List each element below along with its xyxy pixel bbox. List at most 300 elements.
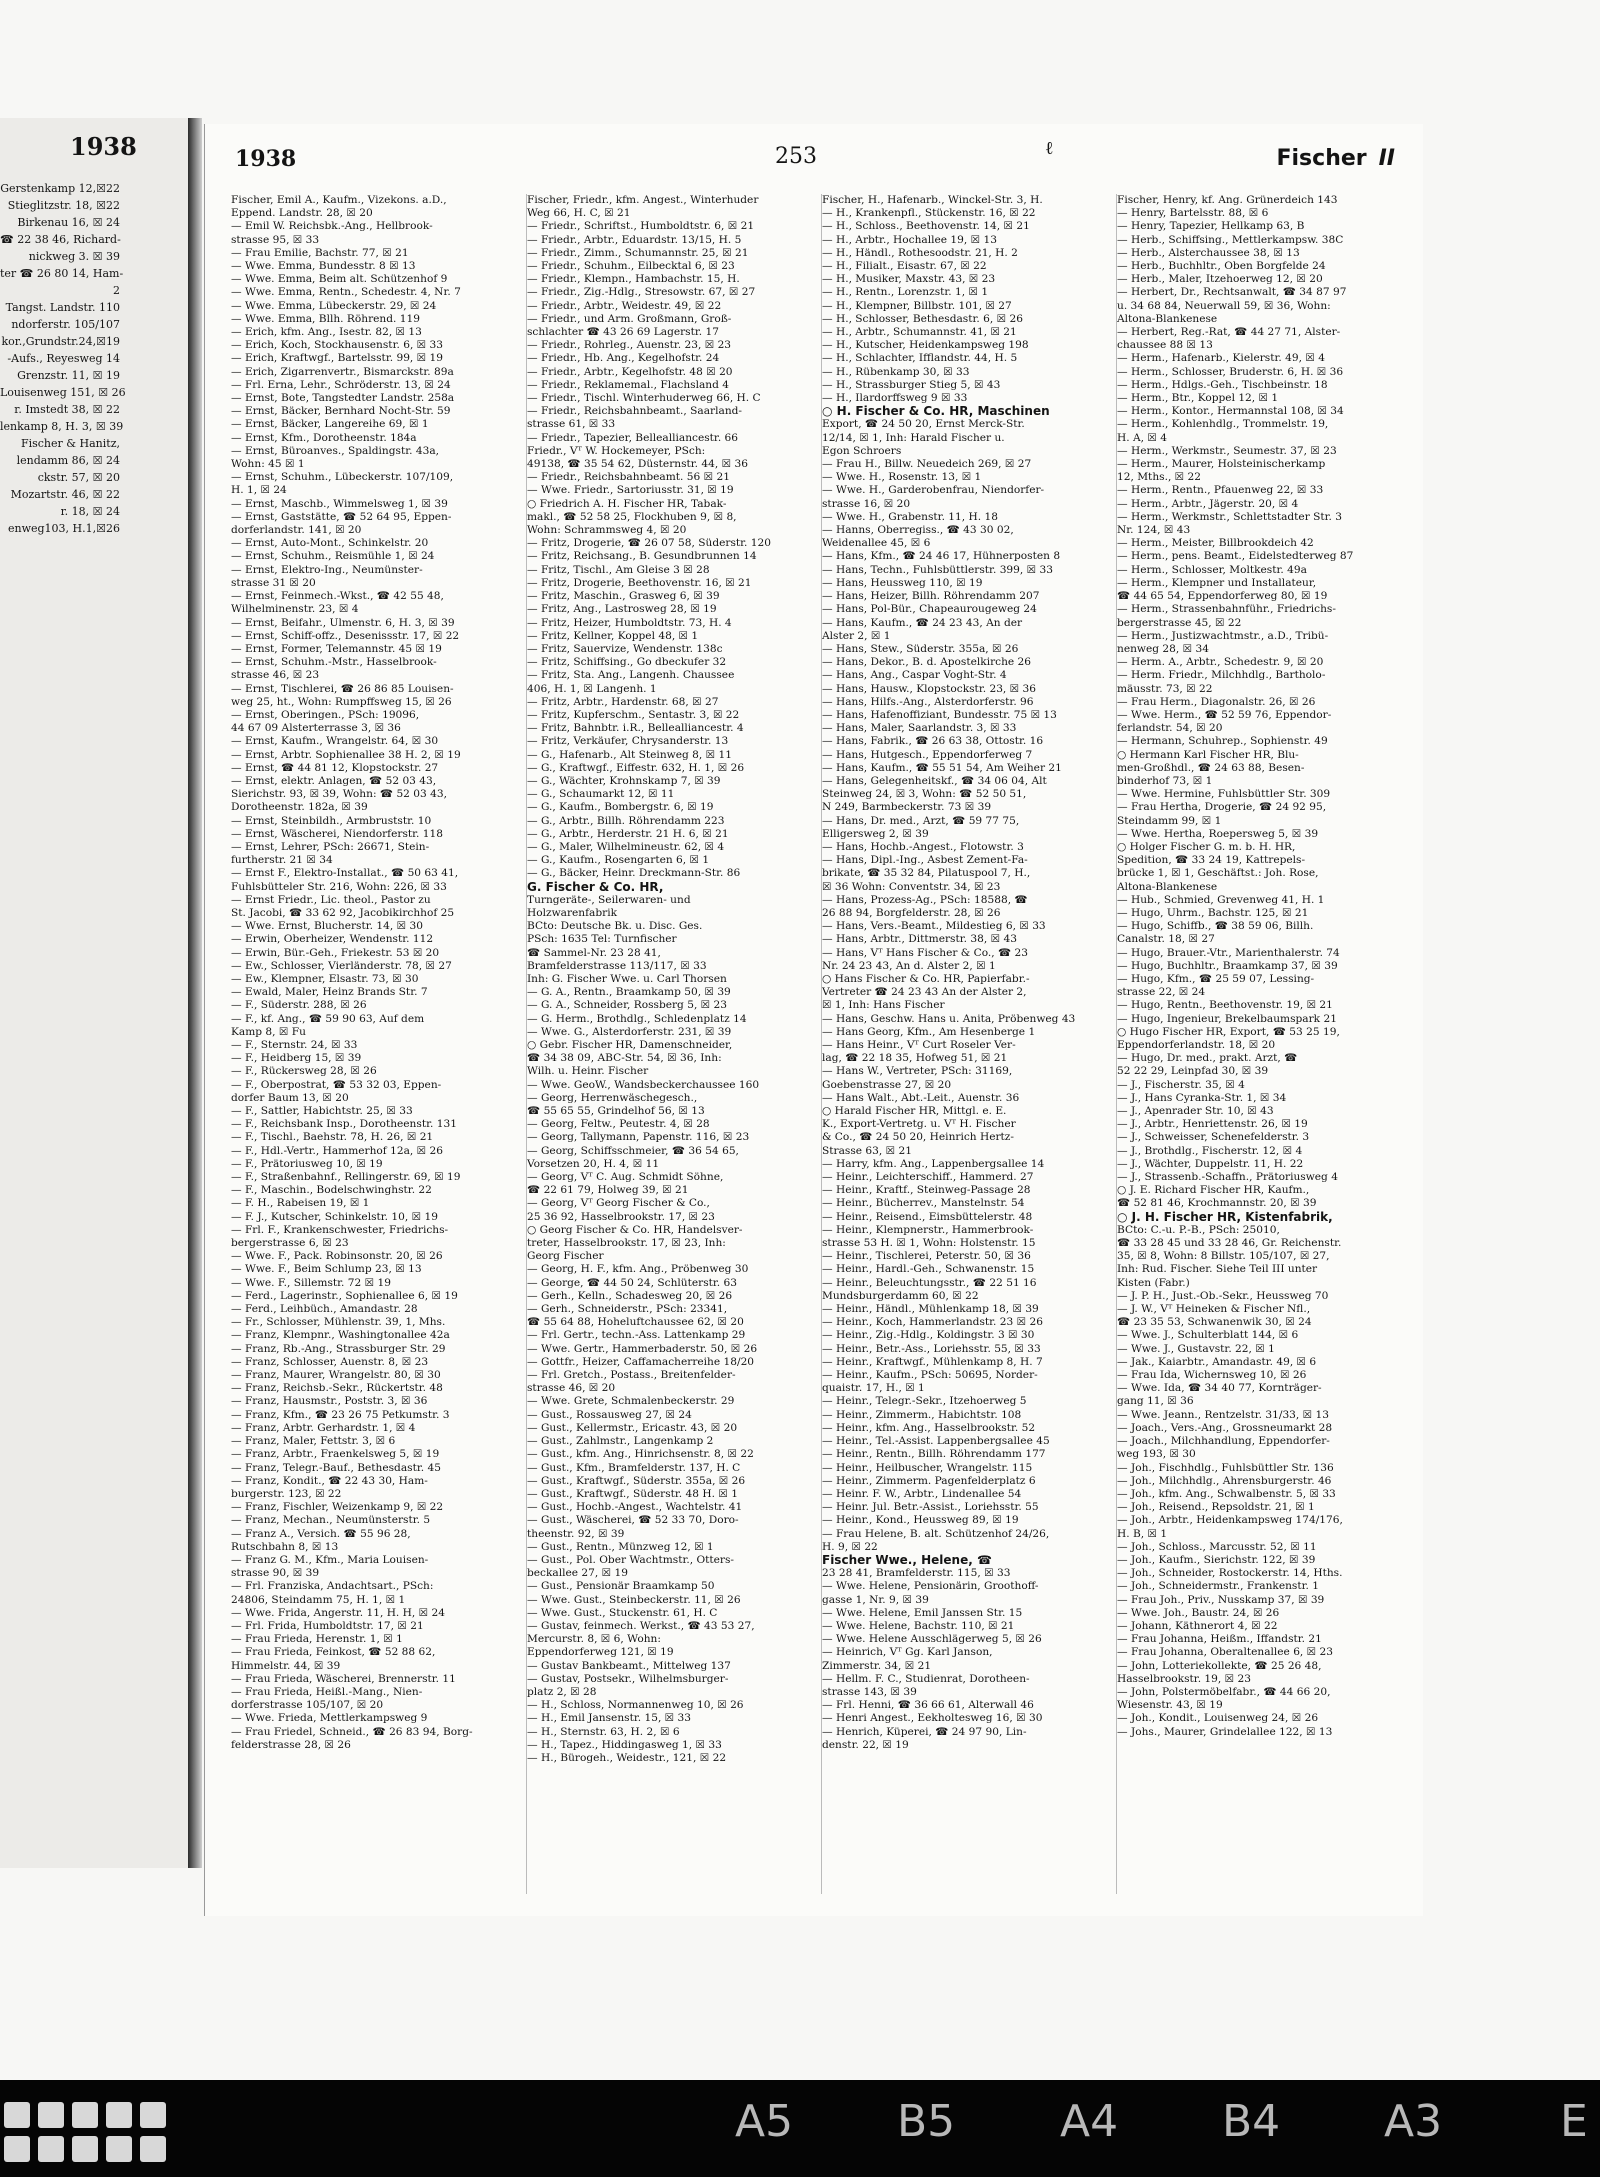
left-page-line: Stieglitzstr. 18, ☒22 xyxy=(7,199,120,212)
directory-entry-line: Holzwarenfabrik xyxy=(527,906,618,919)
directory-entry-line: 44 67 09 Alsterterrasse 3, ☒ 36 xyxy=(231,722,401,735)
directory-entry-line: Nr. 124, ☒ 43 xyxy=(1117,524,1191,537)
directory-entry-line: — Henri Angest., Eekholtesweg 16, ☒ 30 xyxy=(822,1712,1043,1725)
directory-entry-line: — Herbert, Reg.-Rat, ☎ 44 27 71, Alster- xyxy=(1117,326,1341,339)
directory-entry-line: — Franz, Mechan., Neumünsterstr. 5 xyxy=(231,1514,431,1527)
directory-entry-line: — Herm., Werkmstr., Seumestr. 37, ☒ 23 xyxy=(1117,444,1337,457)
directory-entry-line: — Frl. Gertr., techn.-Ass. Lattenkamp 29 xyxy=(527,1329,746,1342)
directory-entry-line: — F. J., Kutscher, Schinkelstr. 10, ☒ 19 xyxy=(231,1210,438,1223)
directory-entry-line: Altona-Blankenese xyxy=(1117,312,1218,325)
directory-entry-line: — Wwe. Helene, Emil Janssen Str. 15 xyxy=(822,1606,1023,1619)
directory-entry-line: gasse 1, Nr. 9, ☒ 39 xyxy=(822,1593,929,1606)
directory-entry-line: — J., Wächter, Duppelstr. 11, H. 22 xyxy=(1117,1157,1304,1170)
directory-entry-line: — Heinrich, Vᵀ Gg. Karl Janson, xyxy=(822,1646,993,1659)
directory-entry-line: — Hans, Dipl.-Ing., Asbest Zement-Fa- xyxy=(822,854,1028,867)
directory-entry-line: — Heinr., Betr.-Ass., Loriehsstr. 55, ☒ 33 xyxy=(822,1342,1041,1355)
directory-entry-line: — Johs., Maurer, Grindelallee 122, ☒ 13 xyxy=(1117,1725,1333,1738)
left-page-line: Tangst. Landstr. 110 xyxy=(5,301,120,314)
volume-roman-numeral: II xyxy=(1378,146,1395,171)
directory-entry-line: — G., Kaufm., Rosengarten 6, ☒ 1 xyxy=(527,854,710,867)
directory-entry-line: PSch: 1635 Tel: Turnfischer xyxy=(527,933,677,946)
directory-entry-line: — H., Emil Jansenstr. 15, ☒ 33 xyxy=(527,1712,692,1725)
directory-entry-line: — H., Bürogeh., Weidestr., 121, ☒ 22 xyxy=(527,1751,727,1764)
directory-entry-line: — Heinr., Leichterschiff., Hammerd. 27 xyxy=(822,1171,1034,1184)
directory-entry-line: — G., Hafenarb., Alt Steinweg 8, ☒ 11 xyxy=(527,748,732,761)
directory-entry-line: — Friedr., Schuhm., Eilbecktal 6, ☒ 23 xyxy=(527,260,735,273)
directory-entry-line: Bramfelderstrasse 113/117, ☒ 33 xyxy=(527,959,707,972)
directory-entry-line: — Herm., Kontor., Hermannstal 108, ☒ 34 xyxy=(1117,405,1344,418)
directory-entry-line: Spedition, ☎ 33 24 19, Kattrepels- xyxy=(1117,854,1306,867)
directory-entry-line: weg 25, ht., Wohn: Rumpffsweg 15, ☒ 26 xyxy=(231,695,452,708)
directory-entry-line: ☎ 44 65 54, Eppendorferweg 80, ☒ 19 xyxy=(1117,590,1328,603)
sprocket-holes xyxy=(0,2102,210,2162)
left-page-line: Louisenweg 151, ☒ 26 xyxy=(0,386,126,399)
directory-entry-line: ○ J. E. Richard Fischer HR, Kaufm., xyxy=(1117,1184,1310,1197)
sprocket-hole xyxy=(72,2136,98,2162)
directory-entry-line: — Wwe. F., Sillemstr. 72 ☒ 19 xyxy=(231,1276,391,1289)
directory-entry-line: — F., Maschin., Bodelschwinghstr. 22 xyxy=(231,1184,432,1197)
directory-entry-line: — Ernst, Gaststätte, ☎ 52 64 95, Eppen- xyxy=(231,510,452,523)
directory-entry-line: ○ Friedrich A. H. Fischer HR, Tabak- xyxy=(527,497,727,510)
directory-entry-line: — G., Bäcker, Heinr. Dreckmann-Str. 86 xyxy=(527,867,741,880)
margin-mark: ℓ xyxy=(1045,138,1054,159)
firm-entry-heading: ○ J. H. Fischer HR, Kistenfabrik, xyxy=(1117,1209,1333,1224)
directory-entry-line: — Hanns, Oberregiss., ☎ 43 30 02, xyxy=(822,524,1014,537)
directory-entry-line: — Herm., Meister, Billbrookdeich 42 xyxy=(1117,537,1314,550)
directory-entry-line: — Fr., Schlosser, Mühlenstr. 39, 1, Mhs. xyxy=(231,1316,446,1329)
directory-entry-line: H. 9, ☒ 22 xyxy=(822,1540,878,1553)
directory-entry-line: beckallee 27, ☒ 19 xyxy=(527,1567,628,1580)
sprocket-hole xyxy=(4,2136,30,2162)
directory-entry-line: — Joh., Reisend., Repsoldstr. 21, ☒ 1 xyxy=(1117,1501,1315,1514)
directory-entry-line: — Frau Friedel, Schneid., ☎ 26 83 94, Borg- xyxy=(231,1725,473,1738)
directory-entry-line: St. Jacobi, ☎ 33 62 92, Jacobikirchhof 25 xyxy=(231,906,455,919)
directory-entry-line: — Wwe. F., Beim Schlump 23, ☒ 13 xyxy=(231,1263,422,1276)
directory-entry-line: — F., kf. Ang., ☎ 59 90 63, Auf dem xyxy=(231,1012,425,1025)
directory-entry-line: chaussee 88 ☒ 13 xyxy=(1117,339,1213,352)
directory-entry-line: — Ernst, Elektro-Ing., Neumünster- xyxy=(231,563,423,576)
directory-entry-line: — Ernst Friedr., Lic. theol., Pastor zu xyxy=(231,893,431,906)
directory-entry-line: ☎ 33 28 45 und 33 28 46, Gr. Reichenstr. xyxy=(1117,1237,1342,1250)
directory-entry-line: — Hans, Dr. med., Arzt, ☎ 59 77 75, xyxy=(822,814,1020,827)
directory-entry-line: gang 11, ☒ 36 xyxy=(1117,1395,1194,1408)
film-label: A5 xyxy=(735,2096,794,2147)
directory-entry-line: — Joh., Kondit., Louisenweg 24, ☒ 26 xyxy=(1117,1712,1319,1725)
directory-entry-line: furtherstr. 21 ☒ 34 xyxy=(231,854,333,867)
directory-entry-line: — Johann, Käthnerort 4, ☒ 22 xyxy=(1117,1619,1278,1632)
directory-entry-line: — Ernst, Schiff-offz., Desenissstr. 17, ☒ 22 xyxy=(231,629,460,642)
directory-entry-line: — Wwe. H., Garderobenfrau, Niendorfer- xyxy=(822,484,1045,497)
directory-entry-line: — Hugo, Schiffb., ☎ 38 59 06, Billh. xyxy=(1117,920,1314,933)
directory-entry-line: — Wwe. Hertha, Roepersweg 5, ☒ 39 xyxy=(1117,827,1319,840)
directory-entry-line: — G., Kaufm., Bombergstr. 6, ☒ 19 xyxy=(527,801,714,814)
directory-entry-line: — Georg, Vᵀ C. Aug. Schmidt Söhne, xyxy=(527,1171,724,1184)
directory-entry-line: — John, Polstermöbelfabr., ☎ 44 66 20, xyxy=(1117,1685,1331,1698)
sprocket-hole xyxy=(140,2136,166,2162)
directory-entry-line: — Frau Frieda, Feinkost, ☎ 52 88 62, xyxy=(231,1646,436,1659)
directory-entry-line: — Friedr., Arbtr., Kegelhofstr. 48 ☒ 20 xyxy=(527,365,733,378)
directory-entry-line: — Franz, Hausmstr., Poststr. 3, ☒ 36 xyxy=(231,1395,428,1408)
directory-entry-line: — Fritz, Verkäufer, Chrysanderstr. 13 xyxy=(527,735,729,748)
directory-entry-line: — Erich, Zigarrenvertr., Bismarckstr. 89a xyxy=(231,365,454,378)
directory-entry-line: — Ernst, Kfm., Dorotheenstr. 184a xyxy=(231,431,417,444)
sprocket-hole xyxy=(106,2102,132,2128)
directory-entry-line: — Henry, Bartelsstr. 88, ☒ 6 xyxy=(1117,207,1269,220)
directory-entry-line: brücke 1, ☒ 1, Geschäftst.: Joh. Rose, xyxy=(1117,867,1319,880)
directory-entry-line: — Heinr. F. W., Arbtr., Lindenallee 54 xyxy=(822,1487,1022,1500)
directory-entry-line: Zimmerstr. 34, ☒ 21 xyxy=(822,1659,932,1672)
directory-entry-line: — Frl. Frida, Humboldtstr. 17, ☒ 21 xyxy=(231,1619,424,1632)
directory-entry-line: — Ernst, Auto-Mont., Schinkelstr. 20 xyxy=(231,537,429,550)
directory-entry-line: — Ew., Schlosser, Vierländerstr. 78, ☒ 27 xyxy=(231,959,452,972)
directory-entry-line: felderstrasse 28, ☒ 26 xyxy=(231,1738,351,1751)
directory-entry-line: — Gust., Rossausweg 27, ☒ 24 xyxy=(527,1408,692,1421)
left-page-line: ndorferstr. 105/107 xyxy=(11,318,120,331)
directory-entry-line: ○ Holger Fischer G. m. b. H. HR, xyxy=(1117,840,1296,853)
directory-entry-line: — Herm., Strassenbahnführ., Friedrichs- xyxy=(1117,603,1336,616)
directory-entry-line: ○ Georg Fischer & Co. HR, Handelsver- xyxy=(527,1223,743,1236)
directory-entry-line: — Ewald, Maler, Heinz Brands Str. 7 xyxy=(231,986,428,999)
directory-entry-line: — Hans, Hutgesch., Eppendorferweg 7 xyxy=(822,748,1033,761)
directory-entry-line: — Henrich, Küperei, ☎ 24 97 90, Lin- xyxy=(822,1725,1027,1738)
directory-entry-line: Kisten (Fabr.) xyxy=(1117,1276,1190,1289)
film-label: B5 xyxy=(897,2096,956,2147)
directory-entry-line: — Erwin, Bür.-Geh., Friekestr. 53 ☒ 20 xyxy=(231,946,440,959)
header-year: 1938 xyxy=(235,146,297,172)
directory-entry-line: — Herb., Schiffsing., Mettlerkampsw. 38C xyxy=(1117,233,1344,246)
directory-entry-line: 35, ☒ 8, Wohn: 8 Billstr. 105/107, ☒ 27, xyxy=(1117,1250,1330,1263)
directory-entry-line: — H., Rübenkamp 30, ☒ 33 xyxy=(822,365,970,378)
directory-entry-line: brikate, ☎ 35 32 84, Pilatuspool 7, H., xyxy=(822,867,1031,880)
directory-entry-line: Hasselbrookstr. 19, ☒ 23 xyxy=(1117,1672,1251,1685)
directory-entry-line: — Wwe. Helene Ausschlägerweg 5, ☒ 26 xyxy=(822,1633,1042,1646)
directory-entry-line: — Ernst, Steinbildh., Armbruststr. 10 xyxy=(231,814,432,827)
directory-entry-line: — H., Kutscher, Heidenkampsweg 198 xyxy=(822,339,1029,352)
directory-entry-line: — Franz, Rb.-Ang., Strassburger Str. 29 xyxy=(231,1342,446,1355)
directory-entry-line: — Ernst, Arbtr. Sophienallee 38 H. 2, ☒ 19 xyxy=(231,748,461,761)
directory-entry-line: burgerstr. 123, ☒ 22 xyxy=(231,1487,342,1500)
directory-entry-line: — Heinr. Jul. Betr.-Assist., Loriehsstr. 55 xyxy=(822,1501,1039,1514)
directory-entry-line: — Franz, Klempnr., Washingtonallee 42a xyxy=(231,1329,450,1342)
directory-entry-line: — Ernst, Schuhm., Reismühle 1, ☒ 24 xyxy=(231,550,435,563)
directory-entry-line: — G., Wächter, Krohnskamp 7, ☒ 39 xyxy=(527,774,721,787)
directory-entry-line: — Joach., Milchhandlung, Eppendorfer- xyxy=(1117,1435,1330,1448)
directory-entry-line: — Heinr., Kond., Heussweg 89, ☒ 19 xyxy=(822,1514,1019,1527)
directory-entry-line: — Joach., Vers.-Ang., Grossneumarkt 28 xyxy=(1117,1421,1333,1434)
directory-entry-line: — G., Kraftwgf., Eiffestr. 632, H. 1, ☒ 26 xyxy=(527,761,745,774)
directory-entry-line: — G. A., Rentn., Braamkamp 50, ☒ 39 xyxy=(527,986,731,999)
directory-entry-line: — Herm., Hdlgs.-Geh., Tischbeinstr. 18 xyxy=(1117,378,1328,391)
directory-entry-line: — Gust., Wäscherei, ☎ 52 33 70, Doro- xyxy=(527,1514,739,1527)
directory-entry-line: — Heinr., Bücherrev., Manstelnstr. 54 xyxy=(822,1197,1025,1210)
directory-entry-line: — Frl. Henni, ☎ 36 66 61, Alterwall 46 xyxy=(822,1699,1034,1712)
directory-entry-line: — Ernst, Schuhm., Lübeckerstr. 107/109, xyxy=(231,471,454,484)
directory-entry-line: ☎ 34 38 09, ABC-Str. 54, ☒ 36, Inh: xyxy=(527,1052,722,1065)
directory-entry-line: — Friedr., Reichsbahnbeamt., Saarland- xyxy=(527,405,742,418)
directory-entry-line: strasse 46, ☒ 20 xyxy=(527,1382,616,1395)
directory-entry-line: — F., Reichsbank Insp., Dorotheenstr. 131 xyxy=(231,1118,457,1131)
directory-entry-line: — F., Straßenbahnf., Rellingerstr. 69, ☒ 19 xyxy=(231,1171,461,1184)
directory-entry-line: Wohn: Schrammsweg 4, ☒ 20 xyxy=(527,524,687,537)
left-page-year: 1938 xyxy=(70,132,137,161)
directory-entry-line: — Franz G. M., Kfm., Maria Louisen- xyxy=(231,1553,429,1566)
directory-entry-line: 52 22 29, Leinpfad 30, ☒ 39 xyxy=(1117,1065,1269,1078)
directory-entry-line: — Frau Emilie, Bachstr. 77, ☒ 21 xyxy=(231,246,409,259)
directory-entry-line: — Georg, Vᵀ Georg Fischer & Co., xyxy=(527,1197,710,1210)
directory-entry-line: — Georg, Schiffsschmeier, ☎ 36 54 65, xyxy=(527,1144,739,1157)
directory-column-2 xyxy=(526,194,811,1894)
directory-entry-line: — George, ☎ 44 50 24, Schlüterstr. 63 xyxy=(527,1276,738,1289)
directory-entry-line: — Heinr., Rentn., Billh. Röhrendamm 177 xyxy=(822,1448,1046,1461)
directory-entry-line: — Ernst, ☎ 44 81 12, Klopstockstr. 27 xyxy=(231,761,439,774)
directory-entry-line: — Fritz, Kupferschm., Sentastr. 3, ☒ 22 xyxy=(527,708,740,721)
directory-entry-line: — Frau H., Billw. Neuedeich 269, ☒ 27 xyxy=(822,458,1032,471)
directory-entry-line: — Joh., Milchhdlg., Ahrensburgerstr. 46 xyxy=(1117,1474,1332,1487)
directory-entry-line: & Co., ☎ 24 50 20, Heinrich Hertz- xyxy=(822,1131,1014,1144)
directory-entry-line: Wilhelminenstr. 23, ☒ 4 xyxy=(231,603,359,616)
directory-entry-line: — Friedr., Tapezier, Bellealliancestr. 66 xyxy=(527,431,739,444)
directory-entry-line: — Hugo, Rentn., Beethovenstr. 19, ☒ 21 xyxy=(1117,999,1333,1012)
directory-entry-line: — Gust., Kfm., Bramfelderstr. 137, H. C xyxy=(527,1461,741,1474)
directory-entry-line: — Wwe. Helene, Bachstr. 110, ☒ 21 xyxy=(822,1619,1015,1632)
directory-entry-line: — F., Süderstr. 288, ☒ 26 xyxy=(231,999,367,1012)
directory-entry-line: — Heinr., Reisend., Eimsbüttelerstr. 48 xyxy=(822,1210,1033,1223)
directory-entry-line: ○ Harald Fischer HR, Mittgl. e. E. xyxy=(822,1105,1007,1118)
directory-entry-line: — Franz, Reichsb.-Sekr., Rückertstr. 48 xyxy=(231,1382,443,1395)
directory-entry-line: Weidenallee 45, ☒ 6 xyxy=(822,537,931,550)
directory-entry-line: — Hans, Kaufm., ☎ 24 23 43, An der xyxy=(822,616,1023,629)
left-page-line: 2 xyxy=(113,284,120,297)
directory-entry-line: — Franz, Schlosser, Auenstr. 8, ☒ 23 xyxy=(231,1355,429,1368)
directory-entry-line: dorferlandstr. 141, ☒ 20 xyxy=(231,524,362,537)
directory-entry-line: ○ Hans Fischer & Co. HR, Papierfabr.- xyxy=(822,972,1030,985)
directory-entry-line: — Gust., Pensionär Braamkamp 50 xyxy=(527,1580,715,1593)
left-page-line: Grenzstr. 11, ☒ 19 xyxy=(17,369,120,382)
directory-entry-line: — H., Schlachter, Ifflandstr. 44, H. 5 xyxy=(822,352,1018,365)
directory-entry-line: Weg 66, H. C, ☒ 21 xyxy=(527,207,631,220)
left-page-line: ckstr. 57, ☒ 20 xyxy=(37,471,120,484)
directory-entry-line: — Frau Ida, Wichernsweg 10, ☒ 26 xyxy=(1117,1369,1307,1382)
directory-entry-line: — J., Hans Cyranka-Str. 1, ☒ 34 xyxy=(1117,1091,1287,1104)
directory-entry-line: Wiesenstr. 43, ☒ 19 xyxy=(1117,1699,1223,1712)
directory-entry-line: — Ernst, Lehrer, PSch: 26671, Stein- xyxy=(231,840,430,853)
directory-entry-line: Strasse 63, ☒ 21 xyxy=(822,1144,912,1157)
directory-entry-line: — Georg, Feltw., Peutestr. 4, ☒ 28 xyxy=(527,1118,710,1131)
directory-entry-line: — Friedr., Zimm., Schumannstr. 25, ☒ 21 xyxy=(527,246,749,259)
directory-entry-line: — Ew., Klempner, Elsastr. 73, ☒ 30 xyxy=(231,972,419,985)
directory-entry-line: — Heinr., Heilbuscher, Wrangelstr. 115 xyxy=(822,1461,1033,1474)
directory-entry-line: — Wwe. Ernst, Blucherstr. 14, ☒ 30 xyxy=(231,920,423,933)
directory-entry-line: BCto: C.-u. P.-B., PSch: 25010, xyxy=(1117,1223,1280,1236)
surname-label: Fischer xyxy=(1276,146,1367,171)
directory-entry-line: — Ernst, Bote, Tangstedter Landstr. 258a xyxy=(231,392,455,405)
directory-entry-line: — Friedr., Schriftst., Humboldtstr. 6, ☒ 21 xyxy=(527,220,755,233)
directory-entry-line: — Wwe. Herm., ☎ 52 59 76, Eppendor- xyxy=(1117,708,1332,721)
directory-entry-line: — Hans, Vers.-Beamt., Mildestieg 6, ☒ 33 xyxy=(822,920,1046,933)
directory-entry-line: 12/14, ☒ 1, Inh: Harald Fischer u. xyxy=(822,431,1005,444)
directory-entry-line: — G., Maler, Wilhelmineustr. 62, ☒ 4 xyxy=(527,840,725,853)
left-page-fragment xyxy=(0,118,188,1868)
directory-entry-line: — Friedr., Tischl. Winterhuderweg 66, H. C xyxy=(527,392,761,405)
directory-entry-line: — Ernst, Bäcker, Langereihe 69, ☒ 1 xyxy=(231,418,429,431)
directory-entry-line: makl., ☎ 52 58 25, Flockhuben 9, ☒ 8, xyxy=(527,510,737,523)
directory-entry-line: — Wwe. Frida, Angerstr. 11, H. H, ☒ 24 xyxy=(231,1606,445,1619)
directory-entry-line: BCto: Deutsche Bk. u. Disc. Ges. xyxy=(527,920,703,933)
directory-entry-line: schlachter ☎ 43 26 69 Lagerstr. 17 xyxy=(527,326,719,339)
directory-entry-line: — Herm., Schlosser, Bruderstr. 6, H. ☒ 36 xyxy=(1117,365,1344,378)
directory-entry-line: — Ernst, Wäscherei, Niendorferstr. 118 xyxy=(231,827,443,840)
directory-entry-line: — Hans, Gelegenheitskf., ☎ 34 06 04, Alt xyxy=(822,774,1047,787)
directory-entry-line: — Franz, Arbtr., Fraenkelsweg 5, ☒ 19 xyxy=(231,1448,440,1461)
directory-entry-line: — Heinr., Telegr.-Sekr., Itzehoerweg 5 xyxy=(822,1395,1027,1408)
directory-entry-line: — Franz, Kfm., ☎ 23 26 75 Petkumstr. 3 xyxy=(231,1408,450,1421)
directory-entry-line: H. 1, ☒ 24 xyxy=(231,484,287,497)
directory-entry-line: Fischer, Henry, kf. Ang. Grünerdeich 143 xyxy=(1117,194,1338,206)
directory-entry-line: — Wwe. Gust., Steinbeckerstr. 11, ☒ 26 xyxy=(527,1593,741,1606)
directory-entry-line: — Frl. Erna, Lehr., Schröderstr. 13, ☒ 24 xyxy=(231,378,451,391)
directory-entry-line: Himmelstr. 44, ☒ 39 xyxy=(231,1659,341,1672)
directory-entry-line: — Wwe. Emma, Bllh. Röhrend. 119 xyxy=(231,312,420,325)
sprocket-hole xyxy=(106,2136,132,2162)
directory-entry-line: — Herm., Kohlenhdlg., Trommelstr. 19, xyxy=(1117,418,1329,431)
directory-column-1 xyxy=(231,194,515,1894)
directory-entry-line: — Ernst, Former, Telemannstr. 45 ☒ 19 xyxy=(231,642,442,655)
directory-entry-line: — Wwe. Hermine, Fuhlsbüttler Str. 309 xyxy=(1117,788,1331,801)
directory-entry-line: — Hugo, Kfm., ☎ 25 59 07, Lessing- xyxy=(1117,972,1315,985)
directory-entry-line: — Heinr., Kaufm., PSch: 50695, Norder- xyxy=(822,1369,1038,1382)
directory-entry-line: Eppendorferlandstr. 18, ☒ 20 xyxy=(1117,1039,1276,1051)
directory-entry-line: — Hans, Hilfs.-Ang., Alsterdorferstr. 96 xyxy=(822,695,1034,708)
directory-entry-line: strasse 90, ☒ 39 xyxy=(231,1567,320,1580)
left-page-line: ter ☎ 26 80 14, Ham- xyxy=(0,267,124,280)
directory-entry-line: — Joh., Fischhdlg., Fuhlsbüttler Str. 136 xyxy=(1117,1461,1334,1474)
directory-entry-line: — H., Strassburger Stieg 5, ☒ 43 xyxy=(822,378,1001,391)
directory-entry-line: Alster 2, ☒ 1 xyxy=(822,629,891,642)
directory-entry-line: — Ernst F., Elektro-Installat., ☎ 50 63 41, xyxy=(231,867,459,880)
directory-entry-line: — Gustav, Postsekr., Wilhelmsburger- xyxy=(527,1672,729,1685)
directory-entry-line: — H., Arbtr., Hochallee 19, ☒ 13 xyxy=(822,233,997,246)
directory-entry-line: — Frau Frieda, Herenstr. 1, ☒ 1 xyxy=(231,1633,403,1646)
directory-columns xyxy=(231,194,1401,1894)
directory-entry-line: — F., Rückersweg 28, ☒ 26 xyxy=(231,1065,377,1078)
directory-entry-line: — Herm., pens. Beamt., Eidelstedterweg 87 xyxy=(1117,550,1354,563)
directory-entry-line: K., Export-Vertretg. u. Vᵀ H. Fischer xyxy=(822,1118,1016,1131)
directory-entry-line: — Fritz, Sauervize, Wendenstr. 138c xyxy=(527,642,723,655)
directory-entry-line: — G., Arbtr., Herderstr. 21 H. 6, ☒ 21 xyxy=(527,827,729,840)
directory-entry-line: — Herm., Rentn., Pfauenweg 22, ☒ 33 xyxy=(1117,484,1324,497)
film-label: B4 xyxy=(1222,2096,1281,2147)
directory-entry-line: — H., Filialt., Eisastr. 67, ☒ 22 xyxy=(822,260,987,273)
directory-entry-line: — Franz A., Versich. ☎ 55 96 28, xyxy=(231,1527,411,1540)
directory-entry-line: — Jak., Kaiarbtr., Amandastr. 49, ☒ 6 xyxy=(1117,1355,1317,1368)
directory-entry-line: — Wwe. Frieda, Mettlerkampsweg 9 xyxy=(231,1712,428,1725)
left-page-lines xyxy=(0,180,126,537)
directory-entry-line: Export, ☎ 24 50 20, Ernst Merck-Str. xyxy=(822,418,1025,431)
firm-entry-heading: G. Fischer & Co. HR, xyxy=(527,879,664,894)
directory-entry-line: — H., Schlosser, Bethesdastr. 6, ☒ 26 xyxy=(822,312,1023,325)
page-number: 253 xyxy=(775,144,817,169)
directory-entry-line: — Hans Walt., Abt.-Leit., Auenstr. 36 xyxy=(822,1091,1020,1104)
directory-entry-line: Fischer, Friedr., kfm. Angest., Winterhuder xyxy=(527,194,759,206)
directory-entry-line: — F., Tischl., Baehstr. 78, H. 26, ☒ 21 xyxy=(231,1131,434,1144)
directory-entry-line: 49138, ☎ 35 54 62, Düsternstr. 44, ☒ 36 xyxy=(527,458,748,471)
directory-entry-line: strasse 22, ☒ 24 xyxy=(1117,986,1206,999)
directory-entry-line: — Georg, H. F., kfm. Ang., Pröbenweg 30 xyxy=(527,1263,749,1276)
directory-entry-line: — Heinr., Zimmerm., Habichtstr. 108 xyxy=(822,1408,1022,1421)
directory-entry-line: — Frau Herm., Diagonalstr. 26, ☒ 26 xyxy=(1117,695,1316,708)
directory-entry-line: — Hellm. F. C., Studienrat, Dorotheen- xyxy=(822,1672,1030,1685)
directory-entry-line: — Wwe. J., Gustavstr. 22, ☒ 1 xyxy=(1117,1342,1275,1355)
directory-entry-line: — Hans W., Vertreter, PSch: 31169, xyxy=(822,1065,1013,1078)
directory-entry-line: — H., Klempner, Billbstr. 101, ☒ 27 xyxy=(822,299,1012,312)
directory-entry-line: — Hugo, Ingenieur, Brekelbaumspark 21 xyxy=(1117,1012,1337,1025)
directory-entry-line: men-Großhdl., ☎ 24 63 88, Besen- xyxy=(1117,761,1305,774)
directory-entry-line: — Fritz, Heizer, Humboldtstr. 73, H. 4 xyxy=(527,616,732,629)
left-page-line: enweg103, H.1,☒26 xyxy=(8,522,120,535)
directory-entry-line: — Fritz, Tischl., Am Gleise 3 ☒ 28 xyxy=(527,563,710,576)
directory-entry-line: — Ferd., Lagerinstr., Sophienallee 6, ☒ 19 xyxy=(231,1289,458,1302)
directory-entry-line: ○ Hugo Fischer HR, Export, ☎ 53 25 19, xyxy=(1117,1025,1340,1038)
directory-entry-line: — Wwe. Emma, Bundesstr. 8 ☒ 13 xyxy=(231,260,416,273)
directory-entry-line: — Georg, Herrenwäschegesch., xyxy=(527,1091,698,1104)
directory-entry-line: — J., Brothdlg., Fischerstr. 12, ☒ 4 xyxy=(1117,1144,1303,1157)
directory-entry-line: strasse 31 ☒ 20 xyxy=(231,576,316,589)
directory-entry-line: — Ernst, elektr. Anlagen, ☎ 52 03 43, xyxy=(231,774,437,787)
directory-entry-line: — Hans, Hafenoffiziant, Bundesstr. 75 ☒ 13 xyxy=(822,708,1057,721)
directory-entry-line: — Hans, Techn., Fuhlsbüttlerstr. 399, ☒ 33 xyxy=(822,563,1053,576)
directory-entry-line: — Wwe. Gust., Stuckenstr. 61, H. C xyxy=(527,1606,718,1619)
directory-entry-line: — Gust., Rentn., Münzweg 12, ☒ 1 xyxy=(527,1540,714,1553)
directory-entry-line: — Heinr., Koch, Hammerlandstr. 23 ☒ 26 xyxy=(822,1316,1043,1329)
directory-entry-line: bergerstrasse 6, ☒ 23 xyxy=(231,1237,349,1250)
directory-entry-line: denstr. 22, ☒ 19 xyxy=(822,1738,909,1751)
left-page-line: r. Imstedt 38, ☒ 22 xyxy=(14,403,120,416)
directory-entry-line: Fischer, H., Hafenarb., Winckel-Str. 3, H. xyxy=(822,194,1043,206)
directory-entry-line: — H., Rentn., Lorenzstr. 1, ☒ 1 xyxy=(822,286,989,299)
directory-entry-line: — Gerh., Kelln., Schadesweg 20, ☒ 26 xyxy=(527,1289,733,1302)
directory-entry-line: — Fritz, Reichsang., B. Gesundbrunnen 14 xyxy=(527,550,757,563)
directory-entry-line: — Hans, Hochb.-Angest., Flotowstr. 3 xyxy=(822,840,1024,853)
directory-entry-line: Eppendorferweg 121, ☒ 19 xyxy=(527,1646,674,1659)
directory-entry-line: — Wwe. H., Grabenstr. 11, H. 18 xyxy=(822,510,998,523)
directory-entry-line: — G., Arbtr., Billh. Röhrendamm 223 xyxy=(527,814,725,827)
directory-entry-line: — Herb., Maler, Itzehoerweg 12, ☒ 20 xyxy=(1117,273,1323,286)
directory-entry-line: quaistr. 17, H., ☒ 1 xyxy=(822,1382,925,1395)
directory-entry-line: — Franz, Maurer, Wrangelstr. 80, ☒ 30 xyxy=(231,1369,441,1382)
sprocket-hole xyxy=(38,2136,64,2162)
directory-entry-line: — Gust., Kraftwgf., Süderstr. 48 H. ☒ 1 xyxy=(527,1487,738,1500)
firm-entry-heading: ○ H. Fischer & Co. HR, Maschinen xyxy=(822,404,1050,419)
directory-entry-line: — J. W., Vᵀ Heineken & Fischer Nfl., xyxy=(1117,1303,1311,1316)
directory-entry-line: binderhof 73, ☒ 1 xyxy=(1117,774,1213,787)
directory-entry-line: Vertreter ☎ 24 23 43 An der Alster 2, xyxy=(822,986,1027,999)
directory-entry-line: H. B, ☒ 1 xyxy=(1117,1527,1168,1540)
directory-entry-line: — Herm. A., Arbtr., Schedestr. 9, ☒ 20 xyxy=(1117,656,1324,669)
directory-entry-line: — Hermann, Schuhrep., Sophienstr. 49 xyxy=(1117,735,1328,748)
directory-entry-line: — Wwe. J., Schulterblatt 144, ☒ 6 xyxy=(1117,1329,1299,1342)
directory-entry-line: — Frau Helene, B. alt. Schützenhof 24/26, xyxy=(822,1527,1050,1540)
directory-entry-line: Steinweg 24, ☒ 3, Wohn: ☎ 52 50 51, xyxy=(822,788,1027,801)
directory-entry-line: — Frau Johanna, Oberaltenallee 6, ☒ 23 xyxy=(1117,1646,1334,1659)
left-page-line: -Aufs., Reyesweg 14 xyxy=(7,352,120,365)
directory-entry-line: strasse 16, ☒ 20 xyxy=(822,497,911,510)
directory-entry-line: 26 88 94, Borgfelderstr. 28, ☒ 26 xyxy=(822,906,1001,919)
directory-entry-line: — Fritz, Drogerie, ☎ 26 07 58, Süderstr. 120 xyxy=(527,537,771,550)
directory-entry-line: — Ernst, Oberingen., PSch: 19096, xyxy=(231,708,420,721)
left-page-line: Birkenau 16, ☒ 24 xyxy=(17,216,120,229)
directory-entry-line: — Erich, Kraftwgf., Bartelsstr. 99, ☒ 19 xyxy=(231,352,444,365)
directory-entry-line: — Herm., Btr., Koppel 12, ☒ 1 xyxy=(1117,392,1279,405)
